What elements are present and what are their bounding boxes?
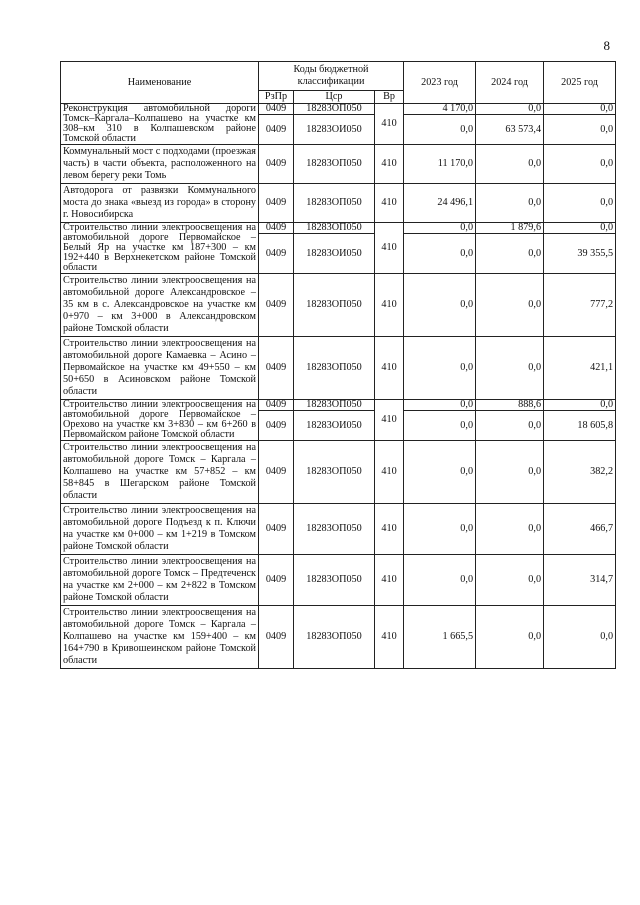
cell-vr: 410 <box>375 223 404 274</box>
cell-csr: 18283ОИ050 <box>294 234 375 274</box>
table-row <box>61 223 616 234</box>
cell-rzpr: 0409 <box>259 223 294 234</box>
cell-2023: 0,0 <box>404 223 476 234</box>
cell-name: Автодорога от развязки Коммунального моста до знака «выезд из города» в сторону г. Новосибирска <box>61 184 259 223</box>
cell-2025: 39 355,5 <box>544 234 616 274</box>
cell-vr: 410 <box>375 400 404 441</box>
cell-2024: 0,0 <box>476 441 544 504</box>
cell-2023: 0,0 <box>404 555 476 606</box>
cell-2025: 0,0 <box>544 606 616 669</box>
cell-csr: 18283ОП050 <box>294 400 375 411</box>
cell-name: Коммунальный мост с подходами (проезжая часть) в части объекта, расположенного на левом берегу реки Томь <box>61 145 259 184</box>
cell-csr: 18283ОП050 <box>294 145 375 184</box>
cell-2023: 0,0 <box>404 274 476 337</box>
cell-2023: 24 496,1 <box>404 184 476 223</box>
cell-2023: 0,0 <box>404 115 476 145</box>
cell-2023: 0,0 <box>404 504 476 555</box>
header-vr: Вр <box>375 91 404 104</box>
header-name: Наименование <box>61 62 259 104</box>
cell-2024: 0,0 <box>476 234 544 274</box>
cell-2025: 382,2 <box>544 441 616 504</box>
cell-csr: 18283ОП050 <box>294 223 375 234</box>
cell-2023: 0,0 <box>404 234 476 274</box>
cell-2025: 777,2 <box>544 274 616 337</box>
cell-2025: 18 605,8 <box>544 411 616 441</box>
cell-2025: 0,0 <box>544 104 616 115</box>
cell-vr: 410 <box>375 184 404 223</box>
cell-2023: 0,0 <box>404 411 476 441</box>
cell-rzpr: 0409 <box>259 400 294 411</box>
cell-rzpr: 0409 <box>259 411 294 441</box>
cell-2023: 4 170,0 <box>404 104 476 115</box>
cell-csr: 18283ОИ050 <box>294 115 375 145</box>
table-row <box>61 504 616 555</box>
table-row <box>61 441 616 504</box>
cell-name: Реконструкция автомобильной дороги Томск–Каргала–Колпашево на участке км 308–км 310 в Колпашевском районе Томской области <box>61 104 259 145</box>
cell-2024: 0,0 <box>476 145 544 184</box>
cell-vr: 410 <box>375 104 404 145</box>
cell-name: Строительство линии электроосвещения на автомобильной дороге Первомайское – Белый Яр на участке км 187+300 – км 192+440 в Верхнекетском районе Томской области <box>61 223 259 274</box>
cell-csr: 18283ОП050 <box>294 337 375 400</box>
table-row <box>61 274 616 337</box>
cell-name: Строительство линии электроосвещения на автомобильной дороге Томск – Каргала – Колпашево на участке км 57+852 – км 58+845 в Шегарском районе Томской области <box>61 441 259 504</box>
cell-2023: 1 665,5 <box>404 606 476 669</box>
cell-2024: 0,0 <box>476 504 544 555</box>
table-row <box>61 400 616 411</box>
table-row <box>61 145 616 184</box>
cell-rzpr: 0409 <box>259 504 294 555</box>
cell-2024: 0,0 <box>476 337 544 400</box>
header-csr: Цср <box>294 91 375 104</box>
cell-name: Строительство линии электроосвещения на автомобильной дороге Камаевка – Асино – Первомайское на участке км 49+550 – км 50+650 в Асиновском районе Томской области <box>61 337 259 400</box>
cell-2025: 0,0 <box>544 115 616 145</box>
cell-2025: 466,7 <box>544 504 616 555</box>
header-rzpr: РзПр <box>259 91 294 104</box>
table-row <box>61 337 616 400</box>
cell-vr: 410 <box>375 606 404 669</box>
cell-2025: 0,0 <box>544 184 616 223</box>
cell-csr: 18283ОП050 <box>294 441 375 504</box>
cell-2023: 0,0 <box>404 400 476 411</box>
cell-2024: 0,0 <box>476 104 544 115</box>
cell-2024: 0,0 <box>476 606 544 669</box>
cell-csr: 18283ОИ050 <box>294 411 375 441</box>
cell-vr: 410 <box>375 145 404 184</box>
cell-rzpr: 0409 <box>259 606 294 669</box>
cell-2024: 888,6 <box>476 400 544 411</box>
cell-csr: 18283ОП050 <box>294 184 375 223</box>
cell-2025: 421,1 <box>544 337 616 400</box>
cell-2025: 0,0 <box>544 223 616 234</box>
table-row <box>61 104 616 115</box>
cell-csr: 18283ОП050 <box>294 606 375 669</box>
cell-name: Строительство линии электроосвещения на автомобильной дороге Томск – Каргала – Колпашево на участке км 159+400 – км 164+790 в Кривошеинском районе Томской области <box>61 606 259 669</box>
header-codes: Коды бюджетной классификации <box>259 62 404 91</box>
cell-rzpr: 0409 <box>259 274 294 337</box>
cell-rzpr: 0409 <box>259 104 294 115</box>
budget-table <box>60 61 616 669</box>
cell-vr: 410 <box>375 337 404 400</box>
cell-name: Строительство линии электроосвещения на автомобильной дороге Александровское – 35 км в с. Александровское на участке км 0+970 – км 3+000 в Александровском районе Томской области <box>61 274 259 337</box>
cell-name: Строительство линии электроосвещения на автомобильной дороге Первомайское – Орехово на участке км 3+830 – км 6+260 в Первомайском районе Томской области <box>61 400 259 441</box>
cell-2024: 0,0 <box>476 411 544 441</box>
cell-2025: 0,0 <box>544 400 616 411</box>
cell-2025: 314,7 <box>544 555 616 606</box>
cell-2025: 0,0 <box>544 145 616 184</box>
cell-name: Строительство линии электроосвещения на автомобильной дороге Подъезд к п. Ключи на участке км 0+000 – км 1+219 в Томском районе Томской области <box>61 504 259 555</box>
cell-2023: 0,0 <box>404 441 476 504</box>
cell-2023: 11 170,0 <box>404 145 476 184</box>
header-2024: 2024 год <box>476 62 544 104</box>
table-row <box>61 606 616 669</box>
header-2025: 2025 год <box>544 62 616 104</box>
cell-vr: 410 <box>375 504 404 555</box>
cell-csr: 18283ОП050 <box>294 504 375 555</box>
cell-rzpr: 0409 <box>259 555 294 606</box>
cell-rzpr: 0409 <box>259 441 294 504</box>
cell-2024: 0,0 <box>476 184 544 223</box>
table-header <box>61 62 616 104</box>
table-row <box>61 184 616 223</box>
table-row <box>61 555 616 606</box>
cell-name: Строительство линии электроосвещения на автомобильной дороге Томск – Предтеченск на участке км 2+000 – км 2+822 в Томском районе Томской области <box>61 555 259 606</box>
cell-2024: 0,0 <box>476 274 544 337</box>
cell-2024: 1 879,6 <box>476 223 544 234</box>
cell-2024: 63 573,4 <box>476 115 544 145</box>
cell-2024: 0,0 <box>476 555 544 606</box>
cell-csr: 18283ОП050 <box>294 555 375 606</box>
cell-rzpr: 0409 <box>259 145 294 184</box>
cell-rzpr: 0409 <box>259 234 294 274</box>
header-2023: 2023 год <box>404 62 476 104</box>
cell-vr: 410 <box>375 555 404 606</box>
cell-csr: 18283ОП050 <box>294 274 375 337</box>
cell-rzpr: 0409 <box>259 115 294 145</box>
cell-vr: 410 <box>375 441 404 504</box>
cell-rzpr: 0409 <box>259 337 294 400</box>
cell-2023: 0,0 <box>404 337 476 400</box>
page-number: 8 <box>603 38 610 53</box>
cell-rzpr: 0409 <box>259 184 294 223</box>
cell-vr: 410 <box>375 274 404 337</box>
table-body <box>61 104 616 669</box>
cell-csr: 18283ОП050 <box>294 104 375 115</box>
